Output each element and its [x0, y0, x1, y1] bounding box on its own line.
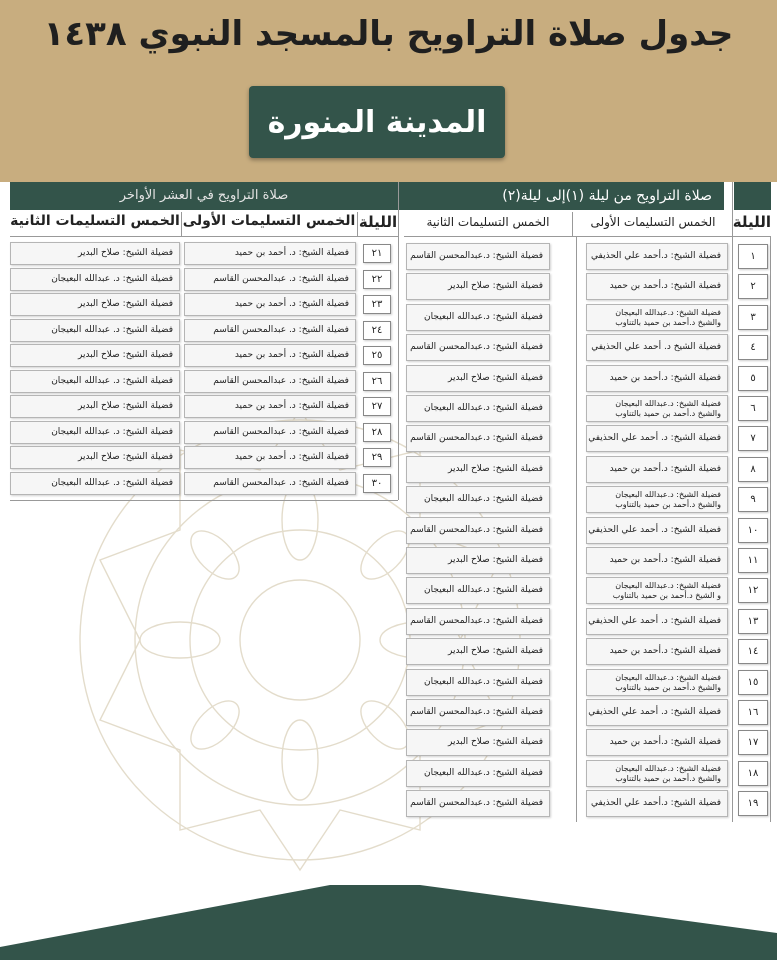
- right-night-number: ١١: [738, 548, 768, 573]
- right-first-text: فضيلة الشيخ: د.عبدالله البعيجان: [615, 763, 721, 773]
- right-second-cell: [406, 304, 550, 331]
- left-second-cell: [10, 268, 180, 291]
- right-col-border: [576, 236, 577, 822]
- right-first-cell: [586, 517, 728, 544]
- right-first-cell: [586, 304, 728, 331]
- right-header-first: الخمس التسليمات الأولى: [590, 215, 716, 229]
- left-night-number: ٢٨: [363, 423, 391, 442]
- left-second-cell: [10, 293, 180, 316]
- right-second-text: فضيلة الشيخ: د.عبدالله البعيجان: [424, 403, 543, 413]
- right-first-cell: [586, 456, 728, 483]
- left-second-cell: [10, 319, 180, 342]
- left-first-text: فضيلة الشيخ: د. أحمد بن حميد: [234, 401, 349, 411]
- right-first-text: فضيلة الشيخ: د.عبدالله البعيجان: [615, 580, 721, 590]
- right-first-text: فضيلة الشيخ: د.أحمد علي الحذيفي: [591, 251, 721, 261]
- right-first-text: فضيلة الشيخ: د.عبدالله البعيجان: [615, 398, 721, 408]
- left-header-night: الليلة: [358, 213, 398, 231]
- right-second-text: فضيلة الشيخ: صلاح البدير: [447, 464, 543, 474]
- right-header-night: الليلة: [732, 213, 771, 231]
- left-second-text: فضيلة الشيخ: صلاح البدير: [77, 452, 173, 462]
- left-night-number: ٢١: [363, 244, 391, 263]
- right-first-text: فضيلة الشيخ: د. أحمد علي الحذيفي: [588, 707, 721, 717]
- left-first-text: فضيلة الشيخ: د. عبدالمحسن القاسم: [213, 376, 349, 386]
- city-label: المدينة المنورة: [249, 86, 505, 158]
- right-first-text: فضيلة الشيخ: د. أحمد علي الحذيفي: [588, 433, 721, 443]
- left-second-text: فضيلة الشيخ: د. عبدالله البعيجان: [51, 274, 173, 284]
- right-first-text: والشيخ د.أحمد بن حميد بالتناوب: [615, 682, 721, 692]
- left-second-cell: [10, 446, 180, 469]
- left-second-cell: [10, 395, 180, 418]
- right-first-cell: [586, 243, 728, 270]
- left-first-cell: [184, 242, 356, 265]
- right-second-cell: [406, 517, 550, 544]
- footer-band: [0, 885, 777, 960]
- right-first-cell: [586, 334, 728, 361]
- right-first-text: و الشيخ د.أحمد بن حميد بالتناوب: [612, 590, 721, 600]
- right-night-number: ١٦: [738, 700, 768, 725]
- right-first-cell: [586, 669, 728, 696]
- right-first-cell: [586, 729, 728, 756]
- right-first-cell: [586, 699, 728, 726]
- right-second-text: فضيلة الشيخ: صلاح البدير: [447, 373, 543, 383]
- left-second-text: فضيلة الشيخ: صلاح البدير: [77, 248, 173, 258]
- left-night-number: ٢٣: [363, 295, 391, 314]
- right-first-text: والشيخ د.أحمد بن حميد بالتناوب: [615, 773, 721, 783]
- right-second-text: فضيلة الشيخ: د.عبدالمحسن القاسم: [410, 707, 543, 717]
- right-night-number: ٢: [738, 274, 768, 299]
- right-header-divider: [404, 236, 771, 237]
- left-night-number: ٣٠: [363, 474, 391, 493]
- right-second-cell: [406, 638, 550, 665]
- left-second-cell: [10, 421, 180, 444]
- right-night-number: ٩: [738, 487, 768, 512]
- right-night-number: ١٤: [738, 639, 768, 664]
- right-second-text: فضيلة الشيخ: د.عبدالله البعيجان: [424, 677, 543, 687]
- right-first-cell: [586, 365, 728, 392]
- right-second-cell: [406, 760, 550, 787]
- right-first-cell: [586, 790, 728, 817]
- left-second-text: فضيلة الشيخ: د. عبدالله البعيجان: [51, 325, 173, 335]
- right-second-text: فضيلة الشيخ: د.عبدالمحسن القاسم: [410, 616, 543, 626]
- left-first-cell: [184, 319, 356, 342]
- right-first-cell: [586, 486, 728, 513]
- right-first-cell: [586, 395, 728, 422]
- right-second-cell: [406, 456, 550, 483]
- left-header-first: الخمس التسليمات الأولى: [182, 213, 356, 229]
- left-second-cell: [10, 370, 180, 393]
- right-second-cell: [406, 669, 550, 696]
- right-night-number: ١: [738, 244, 768, 269]
- right-first-text: فضيلة الشيخ: د.أحمد بن حميد: [609, 555, 721, 565]
- right-second-text: فضيلة الشيخ: صلاح البدير: [447, 555, 543, 565]
- left-first-cell: [184, 370, 356, 393]
- right-first-text: فضيلة الشيخ: د.عبدالله البعيجان: [615, 489, 721, 499]
- right-first-text: والشيخ د.أحمد بن حميد بالتناوب: [615, 408, 721, 418]
- right-first-cell: [586, 273, 728, 300]
- left-table-title: صلاة التراويح في العشر الأواخر: [119, 188, 289, 203]
- right-night-number: ٤: [738, 335, 768, 360]
- right-night-number: ١٩: [738, 791, 768, 816]
- right-second-cell: [406, 608, 550, 635]
- left-header-sep-2: [357, 212, 358, 236]
- right-second-cell: [406, 334, 550, 361]
- left-header-sep: [181, 212, 182, 236]
- left-night-number: ٢٩: [363, 448, 391, 467]
- right-second-text: فضيلة الشيخ: د.عبدالله البعيجان: [424, 312, 543, 322]
- left-second-text: فضيلة الشيخ: د. عبدالله البعيجان: [51, 376, 173, 386]
- right-second-cell: [406, 365, 550, 392]
- right-first-text: والشيخ د.أحمد بن حميد بالتناوب: [615, 499, 721, 509]
- right-night-number: ٦: [738, 396, 768, 421]
- left-night-number: ٢٢: [363, 270, 391, 289]
- left-bottom-border: [10, 500, 398, 501]
- right-first-cell: [586, 577, 728, 604]
- right-second-cell: [406, 243, 550, 270]
- right-second-cell: [406, 790, 550, 817]
- right-night-number: ١٠: [738, 518, 768, 543]
- left-first-cell: [184, 472, 356, 495]
- right-second-text: فضيلة الشيخ: صلاح البدير: [447, 646, 543, 656]
- right-first-text: فضيلة الشيخ: د.أحمد بن حميد: [609, 281, 721, 291]
- left-first-text: فضيلة الشيخ: د. أحمد بن حميد: [234, 452, 349, 462]
- right-first-text: والشيخ د.أحمد بن حميد بالتناوب: [615, 317, 721, 327]
- right-first-text: فضيلة الشيخ: د. أحمد علي الحذيفي: [588, 525, 721, 535]
- right-night-number: ١٣: [738, 609, 768, 634]
- right-outer-border: [770, 236, 771, 822]
- left-first-cell: [184, 293, 356, 316]
- right-first-text: فضيلة الشيخ: د.أحمد بن حميد: [609, 737, 721, 747]
- right-night-col-border: [732, 182, 733, 822]
- left-first-text: فضيلة الشيخ: د. أحمد بن حميد: [234, 299, 349, 309]
- left-first-cell: [184, 395, 356, 418]
- left-second-text: فضيلة الشيخ: د. عبدالله البعيجان: [51, 478, 173, 488]
- right-second-cell: [406, 273, 550, 300]
- left-first-text: فضيلة الشيخ: د. عبدالمحسن القاسم: [213, 325, 349, 335]
- right-night-number: ٧: [738, 426, 768, 451]
- right-second-text: فضيلة الشيخ: د.عبدالمحسن القاسم: [410, 342, 543, 352]
- right-second-cell: [406, 486, 550, 513]
- left-night-number: ٢٧: [363, 397, 391, 416]
- right-night-number: ٥: [738, 366, 768, 391]
- left-first-text: فضيلة الشيخ: د. أحمد بن حميد: [234, 350, 349, 360]
- right-night-number: ١٥: [738, 670, 768, 695]
- right-night-number: ٨: [738, 457, 768, 482]
- right-second-cell: [406, 577, 550, 604]
- left-night-number: ٢٦: [363, 372, 391, 391]
- left-first-text: فضيلة الشيخ: د. عبدالمحسن القاسم: [213, 274, 349, 284]
- left-second-text: فضيلة الشيخ: صلاح البدير: [77, 350, 173, 360]
- header-bar-night: [734, 182, 771, 210]
- left-outer-border: [398, 182, 399, 500]
- right-second-cell: [406, 547, 550, 574]
- right-first-text: فضيلة الشيخ: د.أحمد بن حميد: [609, 373, 721, 383]
- right-first-text: فضيلة الشيخ: د.أحمد علي الحذيفي: [591, 798, 721, 808]
- right-second-text: فضيلة الشيخ: صلاح البدير: [447, 737, 543, 747]
- right-second-cell: [406, 699, 550, 726]
- left-header-divider: [10, 236, 398, 237]
- right-first-text: فضيلة الشيخ: د.أحمد بن حميد: [609, 464, 721, 474]
- right-second-text: فضيلة الشيخ: د.عبدالمحسن القاسم: [410, 433, 543, 443]
- right-first-text: فضيلة الشيخ د. أحمد علي الحذيفي: [591, 342, 721, 352]
- right-night-number: ١٧: [738, 730, 768, 755]
- right-second-text: فضيلة الشيخ: د.عبدالمحسن القاسم: [410, 525, 543, 535]
- left-night-number: ٢٥: [363, 346, 391, 365]
- left-header-second: الخمس التسليمات الثانية: [10, 213, 180, 229]
- left-first-cell: [184, 344, 356, 367]
- right-first-cell: [586, 638, 728, 665]
- right-second-text: فضيلة الشيخ: د.عبدالله البعيجان: [424, 768, 543, 778]
- right-second-text: فضيلة الشيخ: د.عبدالمحسن القاسم: [410, 251, 543, 261]
- right-header-sep: [572, 212, 573, 236]
- left-second-text: فضيلة الشيخ: د. عبدالله البعيجان: [51, 427, 173, 437]
- right-night-number: ١٨: [738, 761, 768, 786]
- right-first-text: فضيلة الشيخ: د. أحمد علي الحذيفي: [588, 616, 721, 626]
- page-title: جدول صلاة التراويح بالمسجد النبوي ١٤٣٨: [43, 14, 734, 54]
- right-second-cell: [406, 729, 550, 756]
- right-first-cell: [586, 760, 728, 787]
- left-second-cell: [10, 472, 180, 495]
- right-first-cell: [586, 608, 728, 635]
- right-second-text: فضيلة الشيخ: د.عبدالمحسن القاسم: [410, 798, 543, 808]
- right-night-number: ٣: [738, 305, 768, 330]
- left-first-text: فضيلة الشيخ: د. عبدالمحسن القاسم: [213, 427, 349, 437]
- right-second-text: فضيلة الشيخ: د.عبدالله البعيجان: [424, 585, 543, 595]
- left-second-text: فضيلة الشيخ: صلاح البدير: [77, 401, 173, 411]
- right-second-text: فضيلة الشيخ: صلاح البدير: [447, 281, 543, 291]
- right-first-text: فضيلة الشيخ: د.عبدالله البعيجان: [615, 307, 721, 317]
- right-night-number: ١٢: [738, 578, 768, 603]
- left-second-cell: [10, 242, 180, 265]
- left-first-cell: [184, 421, 356, 444]
- right-table-range-title: صلاة التراويح من ليلة (١)إلى ليلة(٢): [404, 184, 720, 208]
- left-first-text: فضيلة الشيخ: د. أحمد بن حميد: [234, 248, 349, 258]
- right-second-text: فضيلة الشيخ: د.عبدالله البعيجان: [424, 494, 543, 504]
- right-second-cell: [406, 395, 550, 422]
- right-header-second: الخمس التسليمات الثانية: [426, 215, 550, 229]
- right-second-cell: [406, 425, 550, 452]
- left-first-cell: [184, 446, 356, 469]
- left-first-text: فضيلة الشيخ: د. عبدالمحسن القاسم: [213, 478, 349, 488]
- right-first-text: فضيلة الشيخ: د.عبدالله البعيجان: [615, 672, 721, 682]
- right-first-cell: [586, 425, 728, 452]
- left-night-number: ٢٤: [363, 321, 391, 340]
- left-first-cell: [184, 268, 356, 291]
- right-first-cell: [586, 547, 728, 574]
- left-second-cell: [10, 344, 180, 367]
- left-second-text: فضيلة الشيخ: صلاح البدير: [77, 299, 173, 309]
- right-first-text: فضيلة الشيخ: د.أحمد بن حميد: [609, 646, 721, 656]
